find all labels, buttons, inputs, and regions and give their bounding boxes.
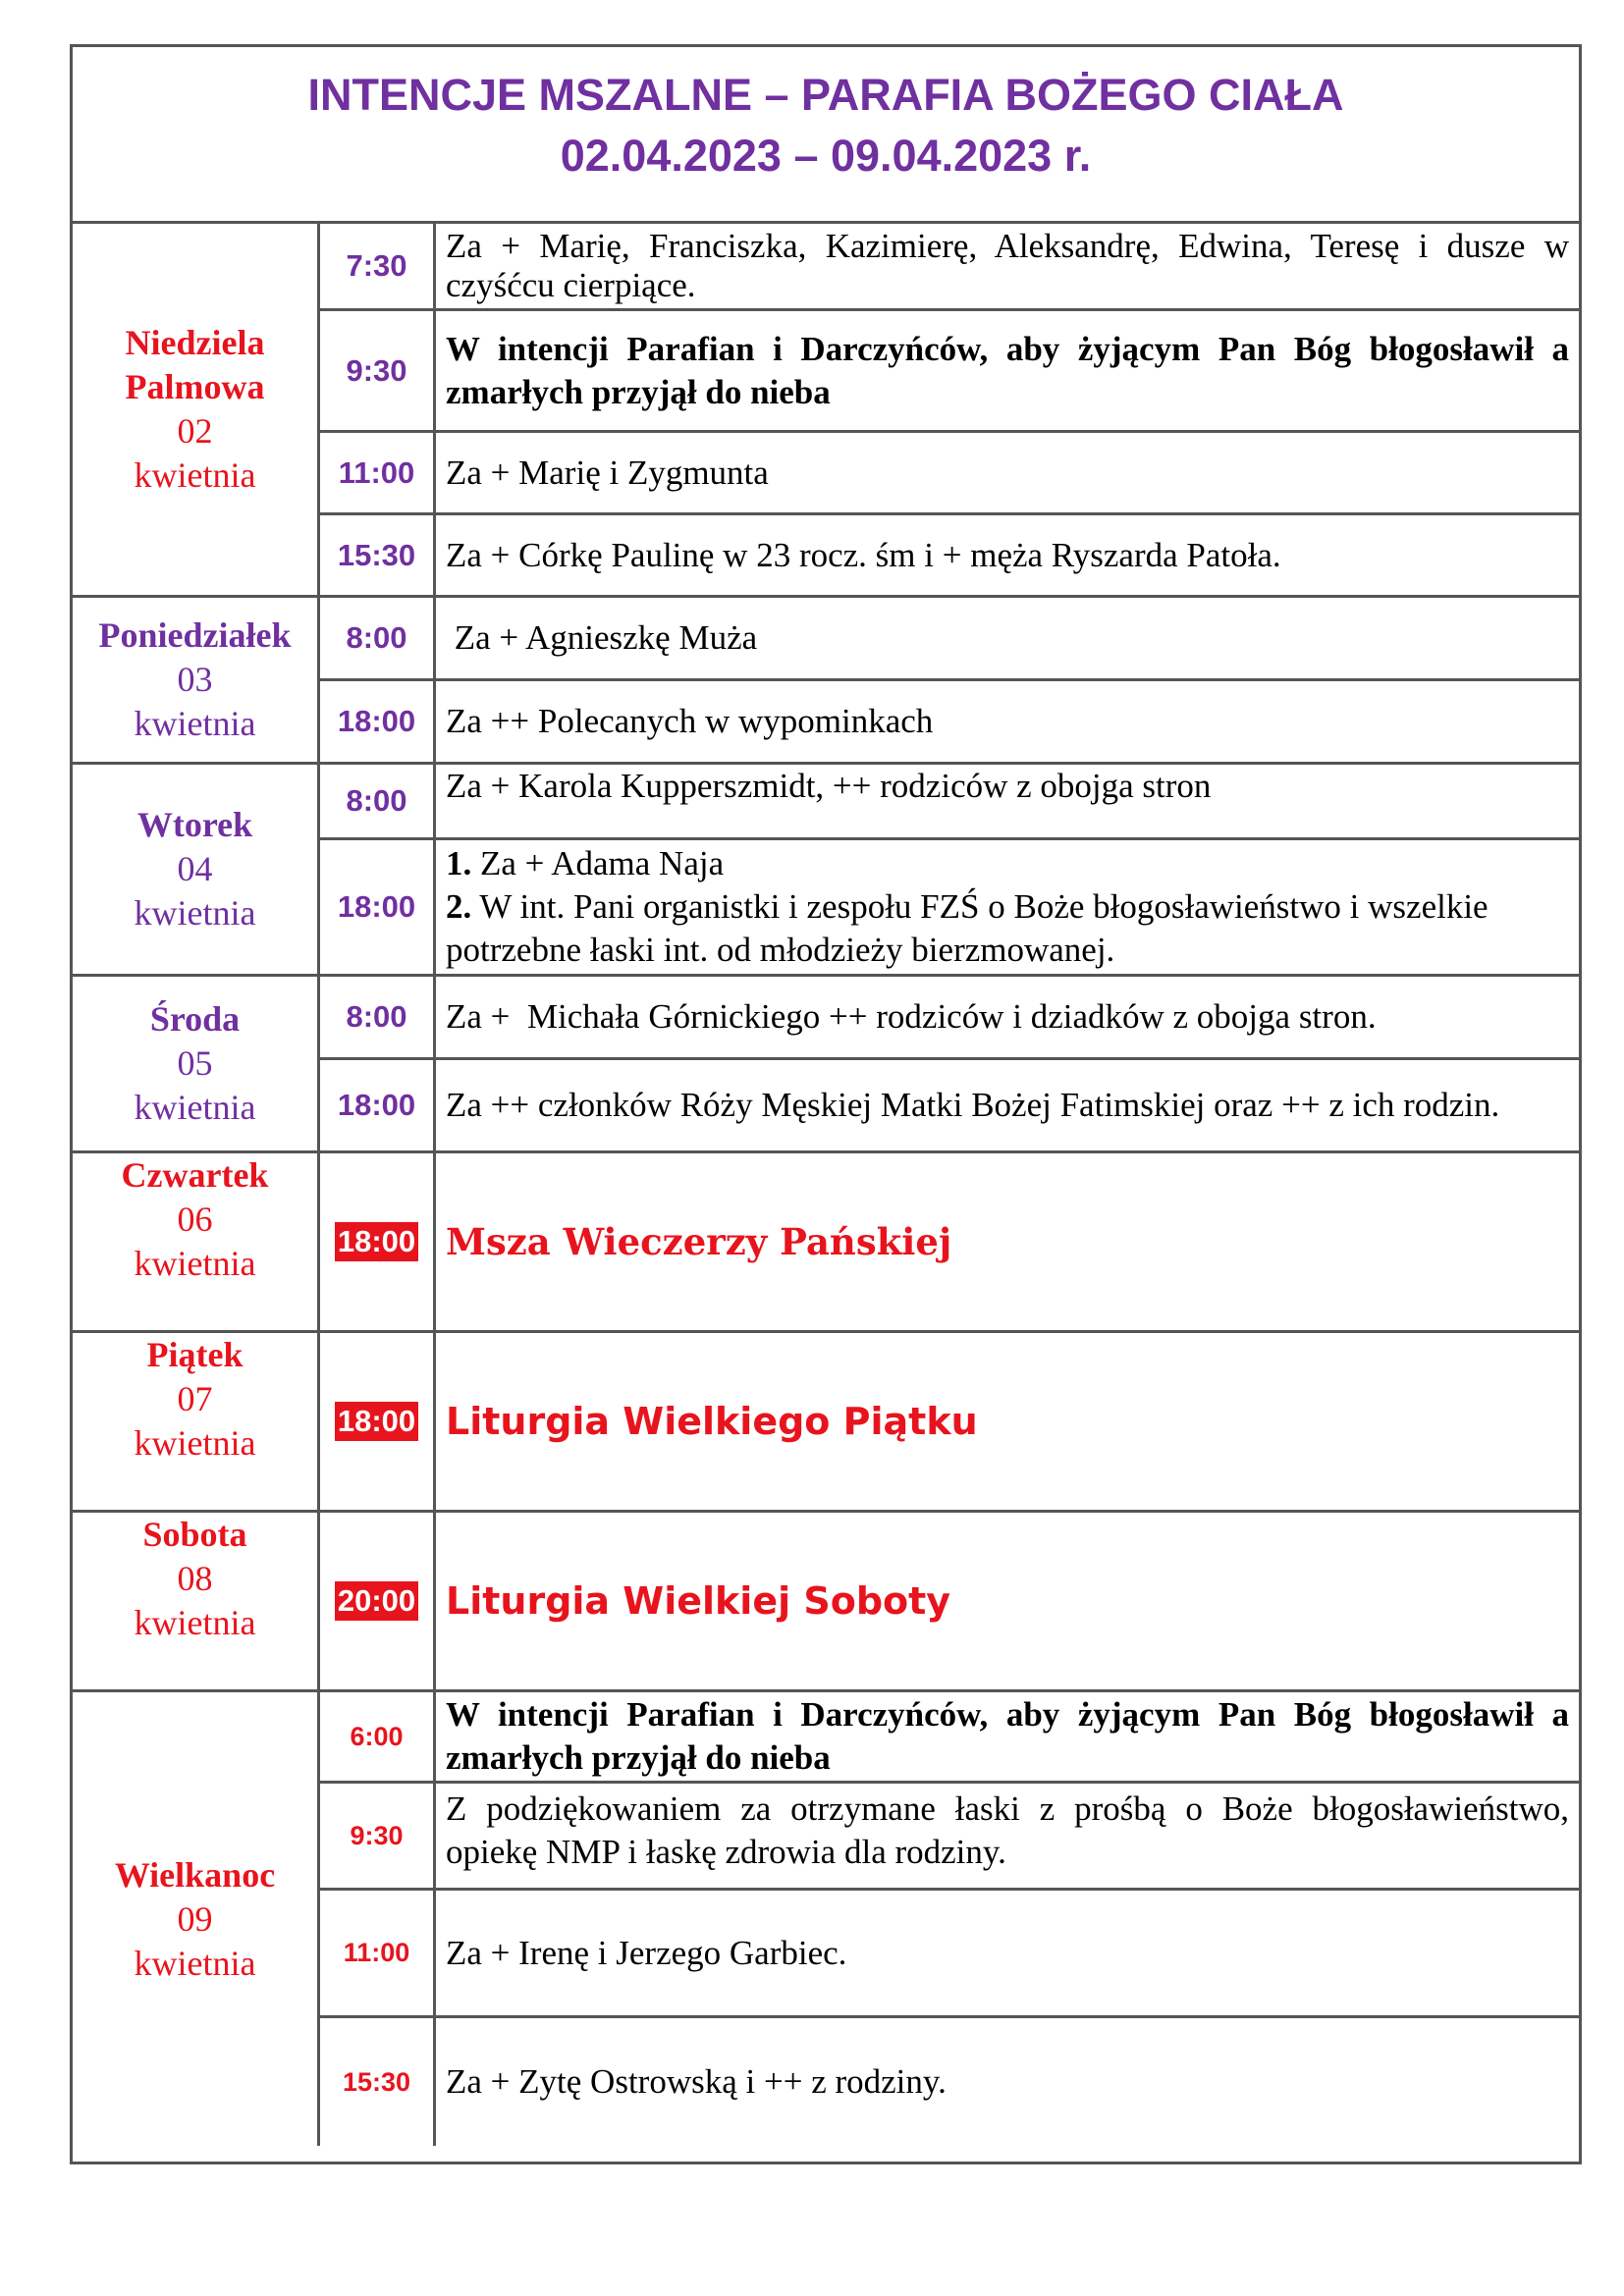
mass-time: 8:00 — [320, 598, 436, 681]
mass-time: 11:00 — [320, 1891, 436, 2018]
day-number: 07 — [177, 1379, 213, 1418]
mass-time: 18:00 — [320, 1153, 436, 1333]
mass-intention: Za + Agnieszkę Muża — [436, 598, 1579, 681]
day-cell-saturday — [73, 1513, 320, 1692]
mass-time: 15:30 — [320, 2018, 436, 2146]
day-cell-monday — [73, 598, 320, 765]
mass-intention: Za + Michała Górnickiego ++ rodziców i dziadków z obojga stron. — [436, 977, 1579, 1060]
day-month: kwietnia — [134, 1244, 256, 1283]
mass-intention: Za + Zytę Ostrowską i ++ z rodziny. — [446, 2062, 947, 2101]
item-text: Za + Adama Naja — [471, 844, 725, 882]
intentions-sheet — [70, 44, 1582, 2164]
day-number: 02 — [177, 411, 213, 451]
page-title — [73, 47, 1579, 224]
mass-intention: Za ++ członków Róży Męskiej Matki Bożej Fatimskiej oraz ++ z ich rodzin. — [436, 1060, 1579, 1153]
mass-time: 15:30 — [320, 515, 436, 598]
mass-time: 18:00 — [320, 681, 436, 765]
mass-time: 18:00 — [320, 1060, 436, 1153]
day-cell-thursday — [73, 1153, 320, 1333]
mass-intention: W intencji Parafian i Darczyńców, aby żyjącym Pan Bóg błogosławił a zmarłych przyjął do nieba — [436, 311, 1579, 433]
day-name: Czwartek — [121, 1155, 269, 1195]
mass-time: 9:30 — [320, 311, 436, 433]
day-number: 06 — [177, 1200, 213, 1239]
mass-time: 9:30 — [320, 1784, 436, 1891]
title-line-1: INTENCJE MSZALNE – PARAFIA BOŻEGO CIAŁA — [307, 70, 1344, 120]
mass-time: 8:00 — [320, 765, 436, 840]
mass-intention: Za + Marię, Franciszka, Kazimierę, Aleksandrę, Edwina, Teresę i dusze w czyśćcu cierpiące. — [436, 224, 1579, 311]
mass-intention: Za + Córkę Paulinę w 23 rocz. śm i + męża Ryszarda Patoła. — [436, 515, 1579, 598]
mass-intention: Z podziękowaniem za otrzymane łaski z prośbą o Boże błogosławieństwo, opiekę NMP i łaskę zdrowia dla rodziny. — [436, 1784, 1579, 1891]
mass-intention: Msza Wieczerzy Pańskiej — [436, 1153, 1579, 1333]
item-number: 1. — [446, 844, 472, 882]
mass-time: 8:00 — [320, 977, 436, 1060]
day-number: 08 — [177, 1559, 213, 1598]
mass-time: 18:00 — [320, 1333, 436, 1513]
day-name-2: Palmowa — [125, 367, 265, 406]
mass-intention: Za + Marię i Zygmunta — [436, 433, 1579, 515]
day-name: Wtorek — [136, 805, 253, 844]
day-month: kwietnia — [134, 1423, 256, 1463]
item-number: 2. — [446, 887, 472, 926]
day-name: Sobota — [142, 1515, 247, 1554]
day-cell-tuesday — [73, 765, 320, 977]
day-cell-easter — [73, 1692, 320, 2146]
mass-time: 20:00 — [320, 1513, 436, 1692]
mass-time: 6:00 — [320, 1692, 436, 1784]
day-name: Piątek — [146, 1335, 244, 1374]
day-name: Środa — [149, 999, 241, 1039]
day-name: Niedziela — [125, 323, 265, 362]
day-cell-sunday — [73, 224, 320, 598]
mass-intention — [436, 840, 1579, 977]
day-name: Wielkanoc — [114, 1854, 276, 1895]
day-month: kwietnia — [134, 704, 256, 743]
day-month: kwietnia — [134, 1088, 256, 1127]
title-line-2: 02.04.2023 – 09.04.2023 r. — [560, 131, 1092, 181]
mass-intention: W intencji Parafian i Darczyńców, aby żyjącym Pan Bóg błogosławił a zmarłych przyjął do nieba — [436, 1692, 1579, 1784]
mass-intention: Za + Karola Kupperszmidt, ++ rodziców z obojga stron — [436, 765, 1579, 840]
day-month: kwietnia — [134, 1943, 256, 1983]
day-number: 03 — [177, 660, 213, 699]
day-cell-friday — [73, 1333, 320, 1513]
mass-time: 7:30 — [320, 224, 436, 311]
mass-intention: Za ++ Polecanych w wypominkach — [436, 681, 1579, 765]
mass-time: 18:00 — [320, 840, 436, 977]
day-month: kwietnia — [134, 1603, 256, 1642]
day-number: 09 — [177, 1898, 213, 1939]
mass-intention: Liturgia Wielkiego Piątku — [436, 1333, 1579, 1513]
item-text: W int. Pani organistki i zespołu FZŚ o Boże błogosławieństwo i wszelkie potrzebne łaski int. od młodzieży bierzmowanej. — [446, 887, 1489, 969]
mass-time: 11:00 — [320, 433, 436, 515]
day-month: kwietnia — [134, 893, 256, 933]
day-number: 04 — [177, 849, 213, 888]
day-cell-wednesday — [73, 977, 320, 1153]
mass-intention: Liturgia Wielkiej Soboty — [436, 1513, 1579, 1692]
mass-intention: Za + Irenę i Jerzego Garbiec. — [436, 1891, 1579, 2018]
day-name: Poniedziałek — [98, 615, 292, 655]
day-month: kwietnia — [134, 455, 256, 495]
schedule-table — [73, 224, 1579, 2162]
day-number: 05 — [177, 1043, 213, 1083]
